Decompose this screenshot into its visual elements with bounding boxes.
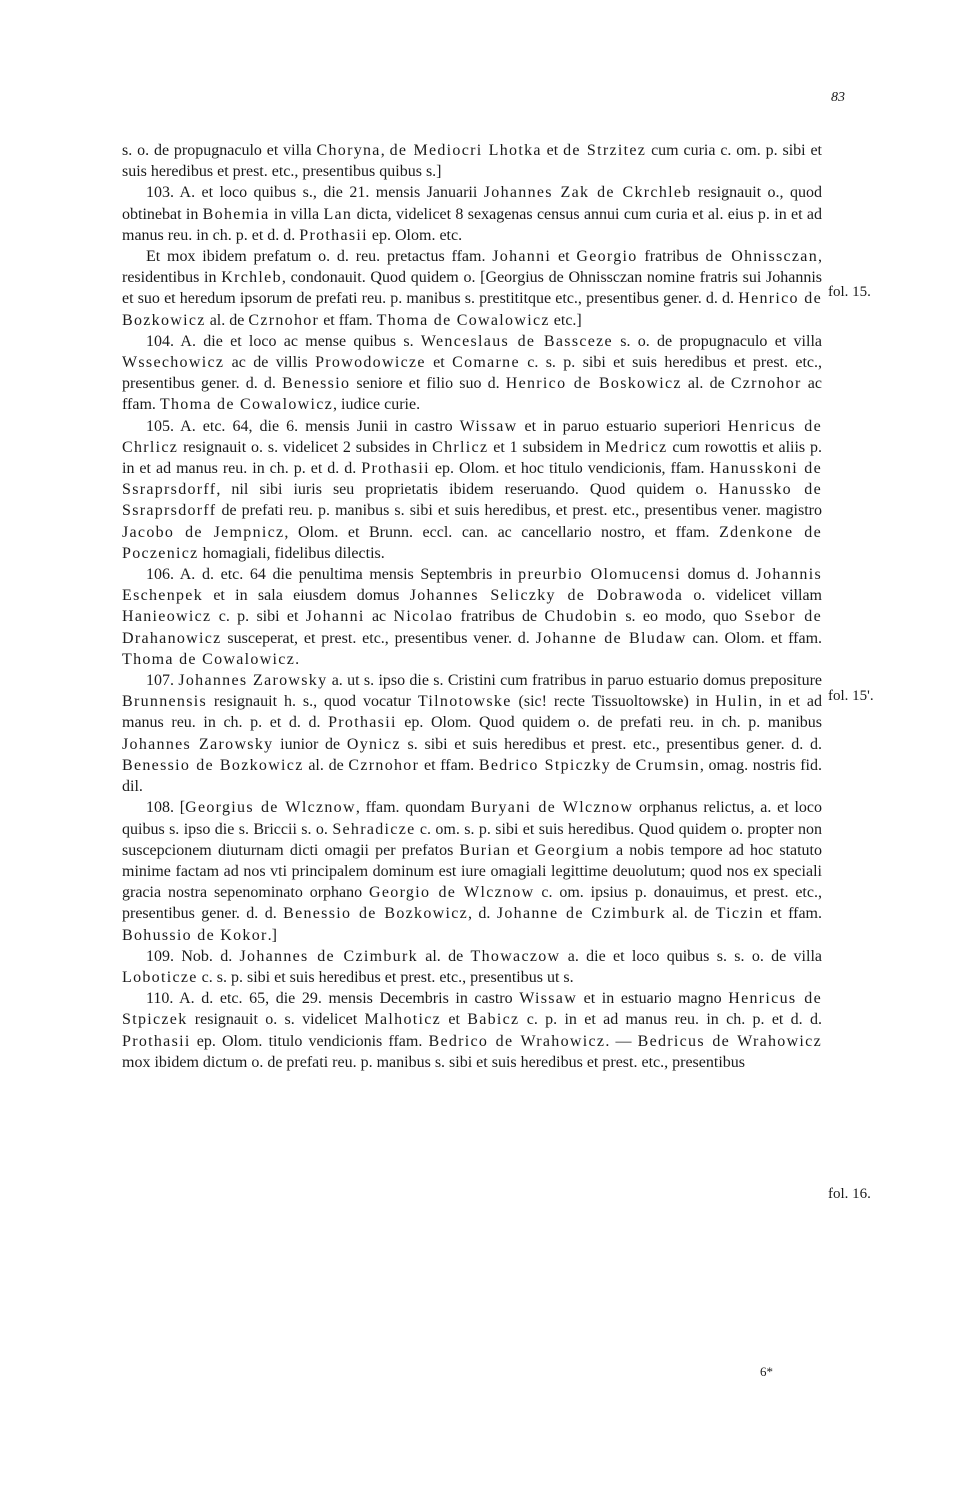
text-run: , nil sibi iuris seu proprietatis ibidem reseruando. Quod quidem o. bbox=[216, 481, 719, 499]
spaced-name: Benessio de Bozkowicz bbox=[122, 756, 304, 774]
paragraph bbox=[122, 797, 822, 945]
text-run: de bbox=[611, 756, 636, 774]
spaced-name: Prothasii bbox=[299, 226, 368, 244]
text-run: s. o. de propugnaculo et villa bbox=[122, 142, 317, 159]
spaced-name: Hanieowicz bbox=[122, 608, 212, 626]
text-run: (sic! recte Tissuoltowske) in bbox=[511, 693, 716, 711]
spaced-name: Georgio bbox=[576, 248, 638, 266]
text-run: , ffam. quondam bbox=[355, 799, 471, 817]
spaced-name: Wenceslaus de Bassceze bbox=[420, 332, 613, 350]
text-run: et ffam. bbox=[763, 905, 823, 923]
spaced-name: Choryna bbox=[316, 142, 381, 159]
spaced-name: Johannes Zarowsky bbox=[178, 672, 328, 690]
spaced-name: Czrnohor bbox=[248, 311, 320, 329]
text-run: c. om. s. p. sibi et suis heredibus. Quod quidem o. propter non suscepcionem diuturnam dicti omagii per prefatos bbox=[122, 820, 822, 859]
document-body bbox=[122, 140, 822, 1073]
text-run: seniore et filio suo d. bbox=[350, 375, 506, 393]
spaced-name: Wssechowicz bbox=[122, 354, 225, 372]
text-run: ac bbox=[364, 608, 394, 626]
text-run: fratribus bbox=[637, 248, 706, 266]
text-run: o. videlicet villam bbox=[683, 587, 822, 605]
text-run: 103. A. et loco quibus s., die 21. mensis Januarii bbox=[146, 184, 484, 202]
spaced-name: Johanni bbox=[492, 248, 552, 266]
spaced-name: Medricz bbox=[605, 438, 668, 456]
page-number: 83 bbox=[831, 90, 845, 105]
spaced-name: Georgius de Wlcznow bbox=[185, 799, 356, 817]
text-run: etc.] bbox=[549, 311, 582, 329]
text-run: et bbox=[510, 841, 535, 859]
spaced-name: Johannis Eschenpek bbox=[122, 566, 823, 605]
spaced-name: Johannes Zak de Ckrchleb bbox=[483, 184, 692, 202]
text-run: a. ut s. ipso die s. Cristini cum fratribus in paruo estuario domus prepositure bbox=[327, 672, 822, 690]
spaced-name: Prothasii bbox=[122, 1032, 191, 1050]
text-run: , omag. nostris fid. dil. bbox=[122, 756, 822, 796]
text-run: resignauit h. s., quod vocatur bbox=[207, 693, 418, 711]
spaced-name: Malhoticz bbox=[364, 1011, 442, 1029]
signature-mark: 6* bbox=[760, 1364, 773, 1379]
paragraph bbox=[122, 182, 822, 246]
text-run: ep. Olom. Quod quidem o. de prefati reu. in ch. p. manibus bbox=[396, 714, 823, 732]
spaced-name: Ticzin bbox=[715, 905, 764, 923]
text-run: c. s. p. sibi et suis heredibus et prest. etc., presentibus gener. d. d. bbox=[122, 354, 823, 393]
spaced-name: Henrico de Boskowicz bbox=[505, 375, 682, 393]
margin-note-fol-15: fol. 15. bbox=[828, 284, 871, 300]
text-run: . — bbox=[605, 1032, 638, 1050]
text-run: , in et ad manus reu. in ch. p. et d. d. bbox=[122, 693, 823, 732]
text-run: s. o. de propugnaculo et villa bbox=[612, 332, 822, 350]
spaced-name: Buryani de Wlcznow bbox=[470, 799, 634, 817]
text-run: a. die et loco quibus s. s. o. de villa bbox=[560, 947, 822, 965]
text-run: , condonauit. Quod quidem o. [Georgius de Ohnissczan nomine fratris sui Johannis et suo et heredum ipsorum de prefati reu. p. manibus s. prestititque etc., presentibus gener. d. d. bbox=[122, 269, 823, 308]
spaced-name: Hanussko de Ssraprsdorff bbox=[122, 481, 823, 520]
spaced-name: Benessio bbox=[282, 375, 351, 393]
text-run: mox ibidem dictum o. de prefati reu. p. manibus s. sibi et suis heredibus et prest. etc., presentibus bbox=[122, 1053, 745, 1071]
text-run: ep. Olom. et hoc titulo vendicionis, ffam. bbox=[429, 460, 710, 478]
text-run: 110. A. d. etc. 65, die 29. mensis Decembris in castro bbox=[146, 990, 520, 1008]
text-run: Et mox ibidem prefatum o. d. reu. pretactus ffam. bbox=[146, 248, 493, 266]
text-run: 108. [ bbox=[146, 799, 186, 817]
spaced-name: Wissaw bbox=[519, 990, 578, 1008]
text-run: 107. bbox=[146, 672, 179, 690]
text-run: al. de bbox=[205, 311, 249, 329]
text-run: can. Olom. et ffam. bbox=[686, 629, 823, 647]
text-run: resignauit o., quod obtinebat in bbox=[122, 184, 823, 223]
text-run: .] bbox=[267, 926, 277, 944]
spaced-name: Burian bbox=[459, 841, 511, 859]
text-run: homagiali, fidelibus dilectis. bbox=[198, 544, 385, 562]
spaced-name: Bohussio de Kokor bbox=[122, 926, 268, 944]
spaced-name: Czrnohor bbox=[730, 375, 802, 393]
text-run: , d. bbox=[468, 905, 497, 923]
spaced-name: Georgium bbox=[534, 841, 610, 859]
spaced-name: Prowodowicze bbox=[315, 354, 426, 372]
text-run: domus d. bbox=[681, 566, 756, 584]
text-run: c. p. sibi et bbox=[211, 608, 306, 626]
spaced-name: Sehradicze bbox=[332, 820, 416, 838]
text-run: c. om. ipsius p. donauimus, et prest. etc., presentibus gener. d. d. bbox=[122, 884, 822, 923]
text-run: dicta, videlicet 8 sexagenas census annui cum curia et al. eius p. in et ad manus reu. in ch. p. et d. d. bbox=[122, 205, 823, 244]
paragraph bbox=[122, 246, 822, 331]
text-run: et ffam. bbox=[319, 311, 377, 329]
text-run: de prefati reu. p. manibus s. sibi et suis heredibus, et prest. etc., presentibus vener. magistro bbox=[216, 502, 822, 520]
text-run: c. p. in et ad manus reu. in ch. p. et d. d. bbox=[519, 1011, 822, 1029]
spaced-name: Ssebor de Drahanowicz bbox=[122, 608, 823, 647]
text-run: resignauit o. s. videlicet bbox=[187, 1011, 365, 1029]
spaced-name: Georgio de Wlcznow bbox=[369, 884, 535, 902]
spaced-name: Hanusskoni de Ssraprsdorff bbox=[122, 460, 822, 499]
text-run: ac ffam. bbox=[122, 375, 822, 414]
spaced-name: Chrlicz bbox=[432, 438, 489, 456]
spaced-name: de Mediocri Lhotka bbox=[389, 142, 542, 159]
spaced-name: Bedricus de Wrahowicz bbox=[637, 1032, 822, 1050]
spaced-name: Chudobin bbox=[544, 608, 618, 626]
text-run: et ffam. bbox=[419, 756, 479, 774]
spaced-name: Bedrico Stpiczky bbox=[478, 756, 612, 774]
text-run: et in sala eiusdem domus bbox=[203, 587, 410, 605]
text-run: , residentibus in bbox=[122, 248, 823, 287]
paragraph bbox=[122, 416, 822, 564]
text-run: et 1 subsidem in bbox=[488, 438, 606, 456]
spaced-name: Lan bbox=[323, 205, 353, 223]
text-run: s. eo modo, quo bbox=[618, 608, 745, 626]
spaced-name: Johanne de Bludaw bbox=[535, 629, 687, 647]
text-run: iunior de bbox=[273, 735, 347, 753]
text-run: c. s. p. sibi et suis heredibus et prest. etc., presentibus ut s. bbox=[197, 968, 574, 986]
text-run: 104. A. die et loco ac mense quibus s. bbox=[146, 332, 421, 350]
text-run: et bbox=[425, 354, 453, 372]
text-run: et in paruo estuario superiori bbox=[517, 417, 728, 435]
text-run: 109. Nob. d. bbox=[146, 947, 240, 965]
spaced-name: Henrico de Bozkowicz bbox=[122, 290, 823, 329]
spaced-name: Czrnohor bbox=[348, 756, 420, 774]
text-run: al. de bbox=[665, 905, 716, 923]
text-run: 105. A. etc. 64, die 6. mensis Junii in castro bbox=[146, 417, 460, 435]
text-run: orphanus relictus, a. et loco quibus s. ipso die s. Briccii s. o. bbox=[122, 799, 823, 838]
text-run: et bbox=[541, 142, 564, 159]
spaced-name: de Ohnissczan bbox=[705, 248, 819, 266]
spaced-name: Comarne bbox=[452, 354, 520, 372]
spaced-name: Wissaw bbox=[459, 417, 518, 435]
spaced-name: Johannes Seliczky de Dobrawoda bbox=[409, 587, 684, 605]
margin-note-fol-15v: fol. 15'. bbox=[828, 688, 874, 704]
paragraph bbox=[122, 140, 822, 182]
text-run: cum rowottis et aliis p. in et ad manus reu. in ch. p. et d. d. bbox=[122, 438, 822, 478]
spaced-name: Zdenkone de Poczenicz bbox=[122, 523, 822, 562]
text-run: al. de bbox=[681, 375, 731, 393]
spaced-name: Johanni bbox=[305, 608, 365, 626]
text-run: . bbox=[295, 650, 300, 668]
spaced-name: Brunnensis bbox=[122, 693, 207, 711]
spaced-name: Oynicz bbox=[346, 735, 401, 753]
spaced-name: Benessio de Bozkowicz bbox=[283, 905, 469, 923]
text-run: susceperat, et prest. etc., presentibus vener. d. bbox=[221, 629, 536, 647]
paragraph bbox=[122, 670, 822, 797]
spaced-name: Johanne de Czimburk bbox=[496, 905, 666, 923]
spaced-name: Nicolao bbox=[393, 608, 454, 626]
text-run: , Olom. et Brunn. eccl. can. ac cancellario nostro, et ffam. bbox=[284, 523, 720, 541]
spaced-name: Thoma de Cowalowicz bbox=[376, 311, 550, 329]
spaced-name: Hulin bbox=[715, 693, 759, 711]
spaced-name: Thowaczow bbox=[470, 947, 561, 965]
text-run: et in estuario magno bbox=[577, 990, 729, 1008]
text-run: 106. A. d. etc. 64 die penultima mensis Septembris in bbox=[146, 566, 519, 584]
spaced-name: Henricus de Chrlicz bbox=[122, 417, 822, 456]
text-run: ep. Olom. titulo vendicionis ffam. bbox=[190, 1032, 429, 1050]
spaced-name: Bohemia bbox=[202, 205, 270, 223]
text-run: ep. Olom. etc. bbox=[367, 226, 463, 244]
spaced-name: Thoma de Cowalowicz bbox=[122, 650, 296, 668]
text-run: , bbox=[380, 142, 390, 159]
spaced-name: Henricus de Stpiczek bbox=[122, 990, 822, 1029]
spaced-name: Prothasii bbox=[361, 460, 430, 478]
margin-note-fol-16: fol. 16. bbox=[828, 1186, 871, 1202]
paragraph bbox=[122, 331, 822, 416]
spaced-name: preurbio Olomucensi bbox=[518, 566, 682, 584]
spaced-name: Crumsin bbox=[635, 756, 700, 774]
text-run: et bbox=[441, 1011, 468, 1029]
spaced-name: Tilnotowske bbox=[417, 693, 512, 711]
spaced-name: Thoma de Cowalowicz bbox=[159, 396, 334, 414]
text-run: in villa bbox=[269, 205, 324, 223]
spaced-name: de Strzitez bbox=[563, 142, 647, 159]
text-run: ac de villis bbox=[224, 354, 316, 372]
spaced-name: Prothasii bbox=[328, 714, 397, 732]
text-run: al. de bbox=[303, 756, 349, 774]
text-run: s. sibi et suis heredibus et prest. etc., presentibus gener. d. d. bbox=[400, 735, 822, 753]
paragraph bbox=[122, 946, 822, 988]
paragraph bbox=[122, 564, 822, 670]
spaced-name: Jacobo de Jempnicz bbox=[122, 523, 285, 541]
spaced-name: Johannes Zarowsky bbox=[122, 735, 274, 753]
paragraph bbox=[122, 988, 822, 1073]
spaced-name: Babicz bbox=[467, 1011, 520, 1029]
text-run: et bbox=[551, 248, 577, 266]
text-run: , iudice curie. bbox=[333, 396, 421, 414]
text-run: cum curia c. om. p. sibi et suis heredibus et prest. etc., presentibus quibus s.] bbox=[122, 142, 822, 181]
spaced-name: Johannes de Czimburk bbox=[239, 947, 418, 965]
spaced-name: Krchleb bbox=[221, 269, 282, 287]
text-run: a nobis tempore ad hoc statuto minime factam ad nos vti principalem dominum est iure omagiali legittime deuolutum; quod nos ex speciali gracia nostra sepenominato orphano bbox=[122, 841, 823, 902]
text-run: resignauit o. s. videlicet 2 subsides in bbox=[178, 438, 433, 456]
spaced-name: Loboticze bbox=[122, 968, 198, 986]
text-run: fratribus de bbox=[453, 608, 545, 626]
spaced-name: Bedrico de Wrahowicz bbox=[428, 1032, 606, 1050]
text-run: al. de bbox=[417, 947, 471, 965]
